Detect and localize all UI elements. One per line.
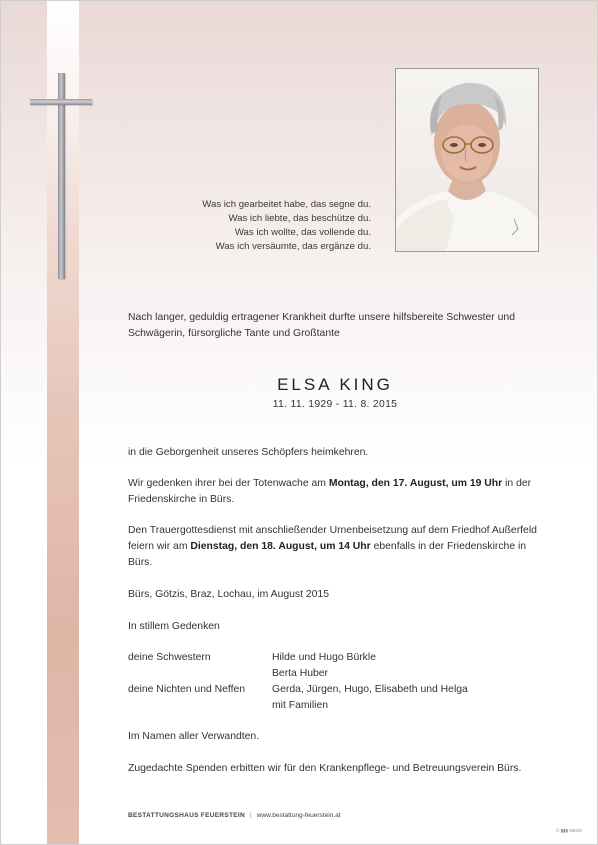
- donation-note: Zugedachte Spenden erbitten wir für den Krankenpflege- und Betreuungsverein Bürs.: [128, 763, 522, 774]
- poem-line: Was ich wollte, das vollende du.: [234, 227, 371, 238]
- footer-separator: |: [249, 812, 252, 819]
- places-date: Bürs, Götzis, Braz, Lochau, im August 2015: [128, 589, 329, 600]
- service-datetime: Dienstag, den 18. August, um 14 Uhr: [190, 541, 371, 552]
- service-text-post: ebenfalls in der Friedenskirche in Bürs.: [128, 541, 527, 568]
- deceased-name: ELSA KING: [277, 375, 393, 394]
- funeral-home-name: BESTATTUNGSHAUS FEUERSTEIN: [128, 812, 245, 819]
- relative-names: Gerda, Jürgen, Hugo, Elisabeth und Helga: [272, 684, 468, 695]
- cross-icon-beam: [30, 99, 92, 105]
- portrait-photo: [395, 68, 539, 252]
- portrait-image: [396, 69, 538, 251]
- intro-text: Nach langer, geduldig ertragener Krankheit durfte unsere hilfsbereite Schwester und Schwägerin, fürsorgliche Tante und Großtante: [128, 312, 515, 339]
- poem: [121, 198, 371, 254]
- service-notice: [128, 523, 548, 571]
- relative-names: Hilde und Hugo Bürkle: [272, 652, 376, 663]
- wake-datetime: Montag, den 17. August, um 19 Uhr: [328, 478, 503, 489]
- gedenken-heading: In stillem Gedenken: [128, 621, 220, 632]
- relative-label: deine Nichten und Neffen: [128, 684, 246, 695]
- life-dates: 11. 11. 1929 - 11. 8. 2015: [272, 399, 398, 410]
- funeral-home-url[interactable]: www.bestattung-feuerstein.at: [256, 812, 341, 819]
- service-text-pre: Den Trauergottesdienst mit anschließender Urnenbeisetzung auf dem Friedhof Außerfeld feiern wir am: [128, 525, 537, 552]
- relative-names: mit Familien: [272, 700, 329, 711]
- wake-notice: [128, 476, 548, 508]
- relative-names: Berta Huber: [272, 668, 329, 679]
- poem-line: Was ich liebte, das beschütze du.: [228, 213, 371, 224]
- poem-line: Was ich versäumte, das ergänze du.: [215, 241, 371, 252]
- namen-text: Im Namen aller Verwandten.: [128, 731, 260, 742]
- wake-text-post: in der Friedenskirche in Bürs.: [128, 478, 532, 505]
- heimkehren-text: in die Geborgenheit unseres Schöpfers heimkehren.: [128, 447, 369, 458]
- poem-line: Was ich gearbeitet habe, das segne du.: [202, 199, 371, 210]
- footer: [128, 812, 341, 819]
- relative-label: deine Schwestern: [128, 652, 211, 663]
- print-code: © ▮▮▮ 59029: [556, 828, 582, 833]
- wake-text-pre: Wir gedenken ihrer bei der Totenwache am: [128, 478, 329, 489]
